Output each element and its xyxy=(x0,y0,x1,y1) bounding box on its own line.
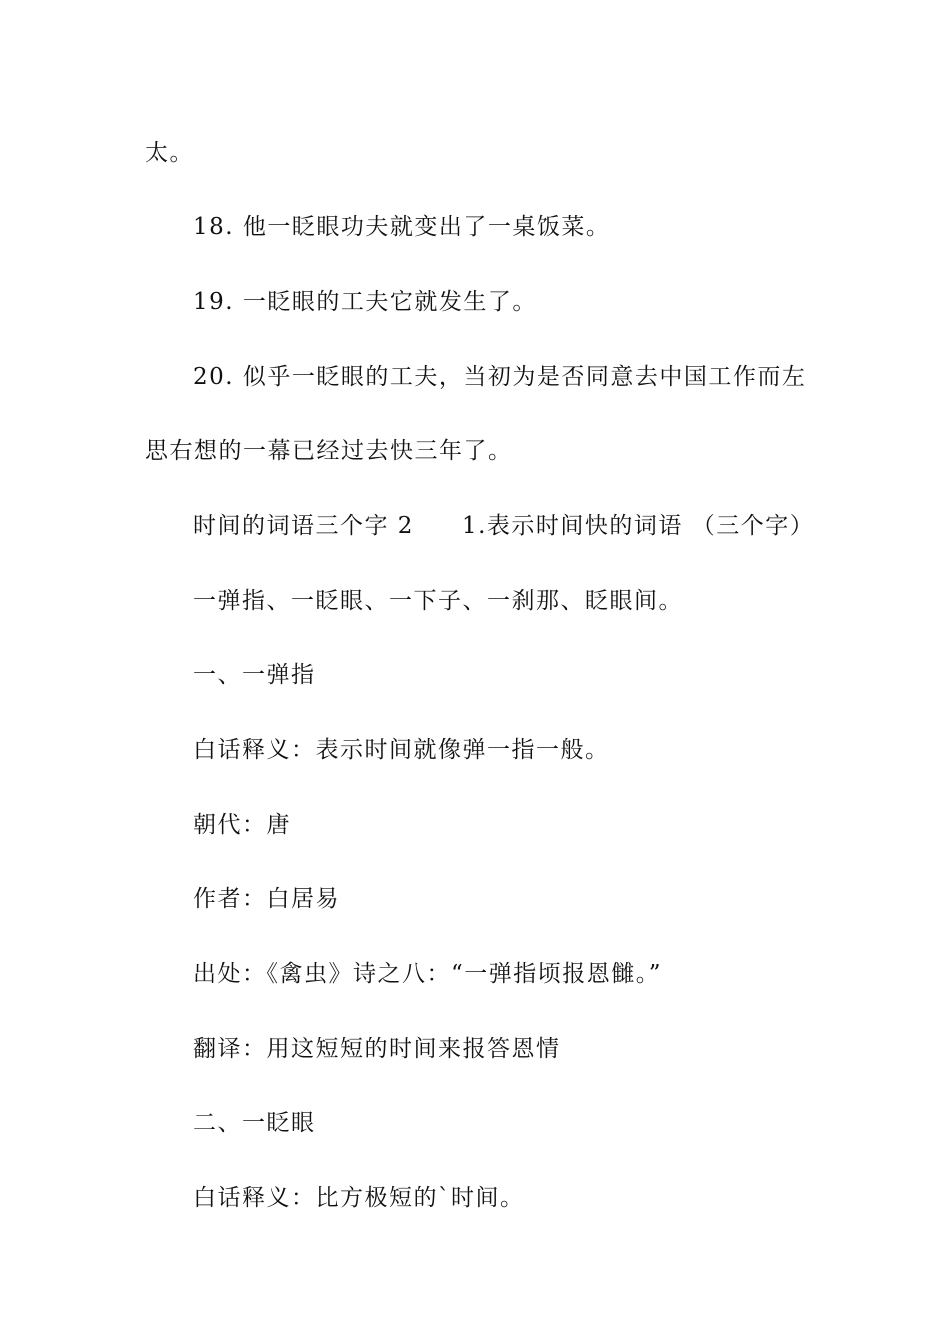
entry-2-meaning: 白话释义：比方极短的`时间。 xyxy=(193,1185,525,1211)
entry-1-dynasty: 朝代：唐 xyxy=(193,812,291,838)
list-item-18: 18. 他一眨眼功夫就变出了一桌饭菜。 xyxy=(193,214,611,240)
entry-1-translation: 翻译：用这短短的时间来报答恩情 xyxy=(193,1036,561,1062)
list-item-20: 20. 似乎一眨眼的工夫，当初为是否同意去中国工作而左 xyxy=(193,364,807,390)
entry-1-meaning: 白话释义：表示时间就像弹一指一般。 xyxy=(193,737,610,763)
text-line-continuation: 太。 xyxy=(145,140,194,166)
entry-1-author: 作者：白居易 xyxy=(193,886,340,912)
section-title: 时间的词语三个字 2 xyxy=(193,513,414,539)
section-heading-line xyxy=(193,511,814,541)
list-item-20-continuation: 思右想的一幕已经过去快三年了。 xyxy=(145,438,513,464)
entry-heading-1: 一、一弹指 xyxy=(193,662,316,688)
subsection-title: 1.表示时间快的词语 （三个字） xyxy=(461,513,815,539)
word-list: 一弹指、一眨眼、一下子、一刹那、眨眼间。 xyxy=(193,588,683,614)
entry-heading-2: 二、一眨眼 xyxy=(193,1110,316,1136)
entry-1-source: 出处：《禽虫》诗之八：“一弹指顷报恩雠。” xyxy=(193,961,663,987)
list-item-19: 19. 一眨眼的工夫它就发生了。 xyxy=(193,289,537,315)
